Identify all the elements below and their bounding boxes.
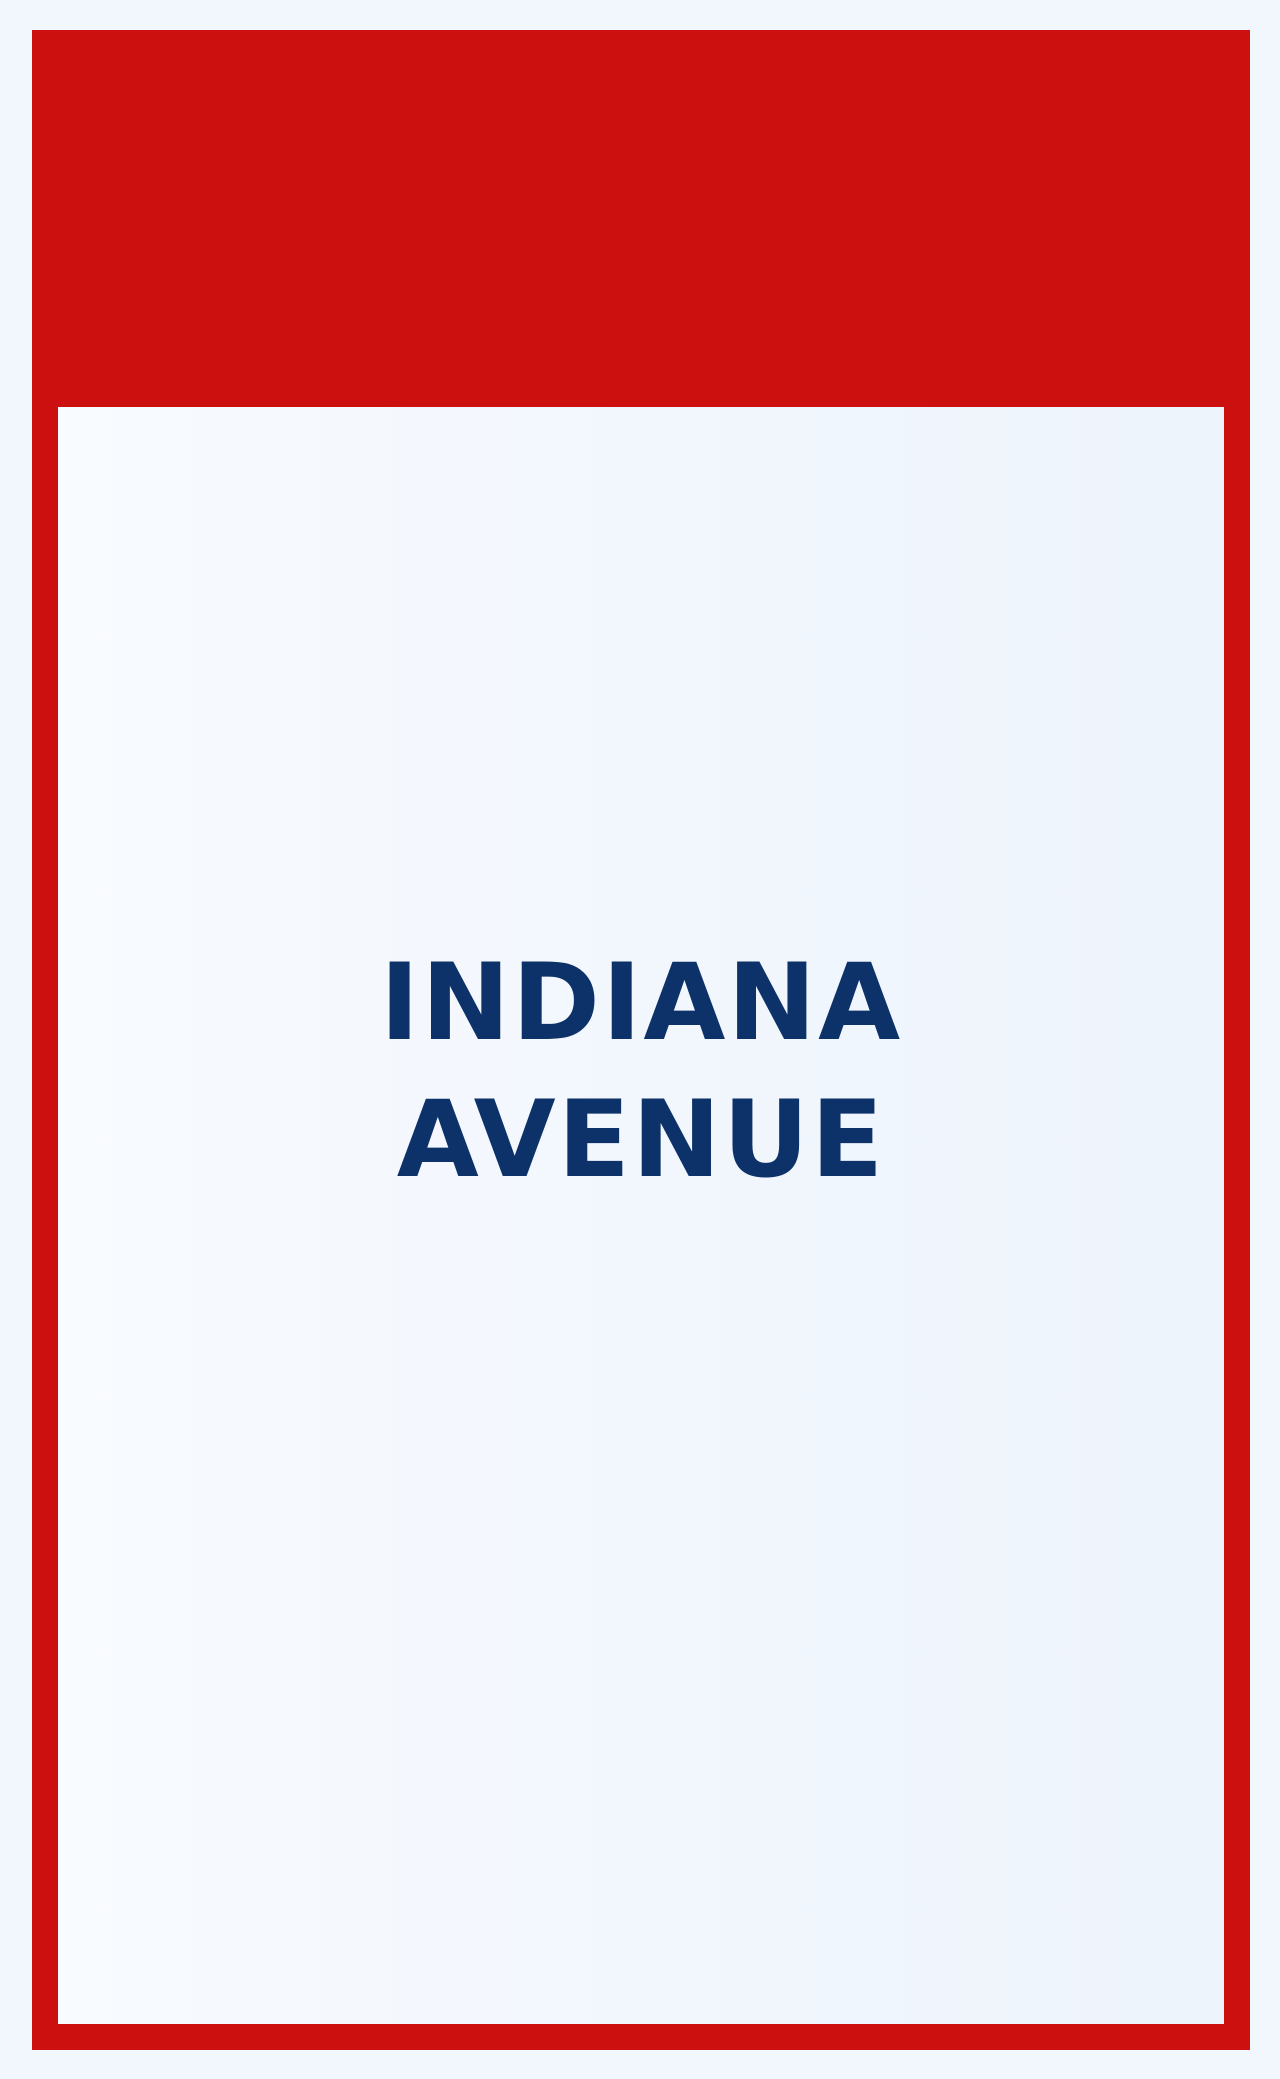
property-title-line-1: INDIANA: [379, 941, 903, 1064]
property-title: [58, 934, 1224, 1208]
property-card[interactable]: [32, 30, 1250, 2050]
color-band: [32, 30, 1250, 407]
property-title-line-2: AVENUE: [396, 1078, 886, 1201]
